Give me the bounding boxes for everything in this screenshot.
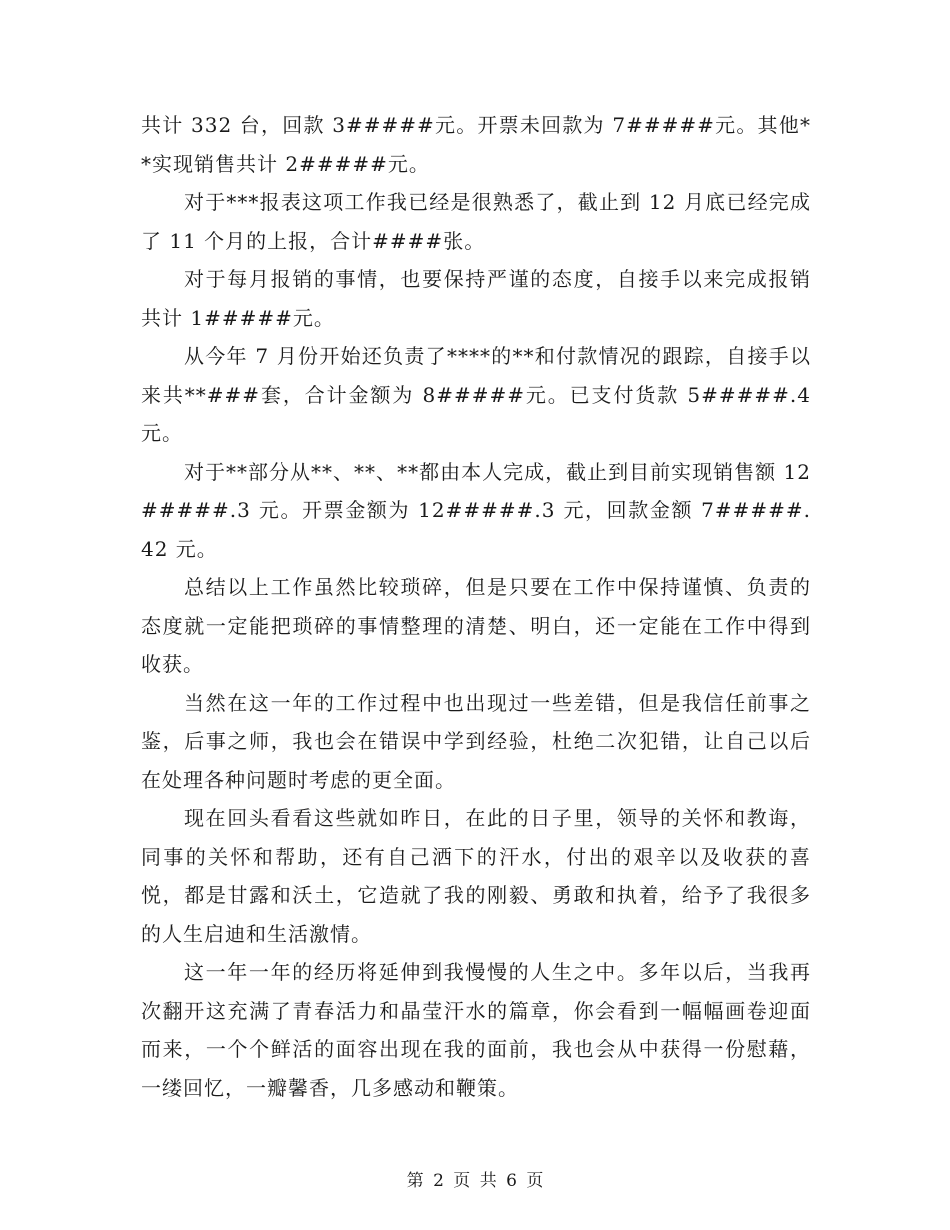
- document-body: [141, 106, 811, 1107]
- paragraph-reports: 对于***报表这项工作我已经是很熟悉了，截止到 12 月底已经完成了 11 个月的上报，合计####张。: [141, 190, 811, 253]
- paragraph-future: 这一年一年的经历将延伸到我慢慢的人生之中。多年以后，当我再次翻开这充满了青春活力和晶莹汗水的篇章，你会看到一幅幅画卷迎面而来，一个个鲜活的面容出现在我的面前，我也会从中获得一份慰藉，一缕回忆，一瓣馨香，几多感动和鞭策。: [141, 960, 811, 1100]
- page-number-footer: 第 2 页 共 6 页: [406, 1171, 544, 1191]
- paragraph-department-sales: 对于**部分从**、**、**都由本人完成，截止到目前实现销售额 12#####.3 元。开票金额为 12#####.3 元，回款金额 7#####.42 元。: [141, 459, 811, 561]
- paragraph-payment-tracking: 从今年 7 月份开始还负责了****的**和付款情况的跟踪，自接手以来共**###套，合计金额为 8#####元。已支付货款 5#####.4 元。: [141, 344, 811, 445]
- paragraph-continued-sales: 共计 332 台，回款 3#####元。开票未回款为 7#####元。其他**实现销售共计 2#####元。: [141, 113, 811, 176]
- paragraph-mistakes: 当然在这一年的工作过程中也出现过一些差错，但是我信任前事之鉴，后事之师，我也会在错误中学到经验，杜绝二次犯错，让自己以后在处理各种问题时考虑的更全面。: [141, 690, 811, 792]
- paragraph-reflection: 现在回头看看这些就如昨日，在此的日子里，领导的关怀和教诲，同事的关怀和帮助，还有自己洒下的汗水，付出的艰辛以及收获的喜悦，都是甘露和沃土，它造就了我的刚毅、勇敢和执着，给予了我很多的人生启迪和生活激情。: [141, 806, 811, 946]
- paragraph-reimbursement: 对于每月报销的事情，也要保持严谨的态度，自接手以来完成报销共计 1#####元。: [141, 267, 811, 330]
- paragraph-summary: 总结以上工作虽然比较琐碎，但是只要在工作中保持谨慎、负责的态度就一定能把琐碎的事情整理的清楚、明白，还一定能在工作中得到收获。: [141, 575, 811, 676]
